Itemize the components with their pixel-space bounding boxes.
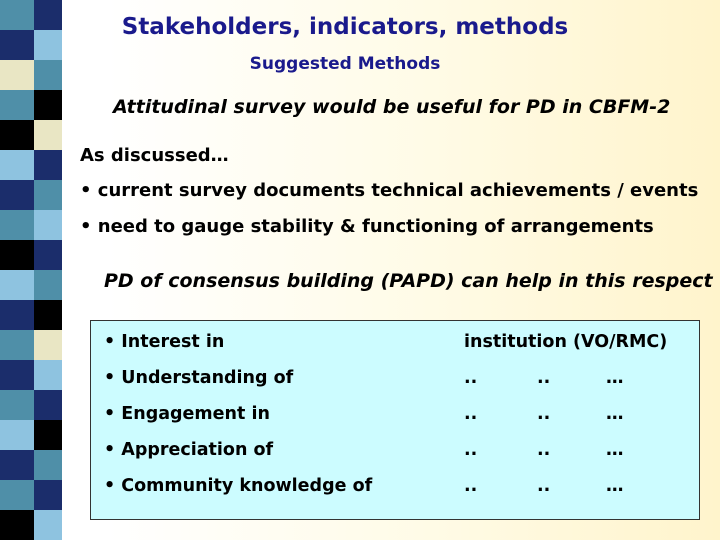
stripe-block bbox=[0, 420, 62, 450]
page-title: Stakeholders, indicators, methods bbox=[121, 14, 569, 40]
row-value: .. bbox=[537, 404, 551, 424]
row-value: .. bbox=[464, 368, 478, 388]
stripe-block bbox=[0, 510, 62, 540]
stripe-block bbox=[0, 240, 62, 270]
page-subtitle: Suggested Methods bbox=[249, 54, 441, 74]
row-value: .. bbox=[464, 440, 478, 460]
row-value: .. bbox=[464, 404, 478, 424]
stripe-block bbox=[0, 330, 62, 360]
stripe-block bbox=[0, 300, 62, 330]
stripe-block bbox=[0, 180, 62, 210]
row-value: .. bbox=[537, 476, 551, 496]
decorative-stripe bbox=[0, 0, 62, 540]
lead-statement: Attitudinal survey would be useful for PD in CBFM-2 bbox=[113, 96, 671, 118]
row-label: • Interest in bbox=[104, 332, 225, 352]
row-value: institution (VO/RMC) bbox=[464, 332, 668, 352]
intro-text: As discussed… bbox=[80, 145, 229, 166]
row-value: .. bbox=[537, 440, 551, 460]
row-value: .. bbox=[464, 476, 478, 496]
row-label: • Appreciation of bbox=[104, 440, 274, 460]
stripe-block bbox=[0, 120, 62, 150]
row-label: • Engagement in bbox=[104, 404, 270, 424]
stripe-block bbox=[0, 390, 62, 420]
row-value: … bbox=[606, 440, 624, 460]
stripe-block bbox=[0, 480, 62, 510]
stripe-block bbox=[0, 60, 62, 90]
stripe-block bbox=[0, 450, 62, 480]
row-value: … bbox=[606, 368, 624, 388]
stripe-block bbox=[0, 270, 62, 300]
stripe-block bbox=[0, 90, 62, 120]
stripe-block bbox=[0, 210, 62, 240]
bullet-1: • current survey documents technical achievements / events bbox=[80, 180, 699, 201]
bullet-2: • need to gauge stability & functioning of arrangements bbox=[80, 216, 654, 237]
row-value: .. bbox=[537, 368, 551, 388]
methods-table bbox=[90, 320, 700, 520]
row-label: • Community knowledge of bbox=[104, 476, 373, 496]
row-value: … bbox=[606, 476, 624, 496]
stripe-block bbox=[0, 360, 62, 390]
row-value: … bbox=[606, 404, 624, 424]
row-label: • Understanding of bbox=[104, 368, 294, 388]
stripe-block bbox=[0, 150, 62, 180]
pd-heading: PD of consensus building (PAPD) can help in this respect bbox=[104, 270, 713, 292]
